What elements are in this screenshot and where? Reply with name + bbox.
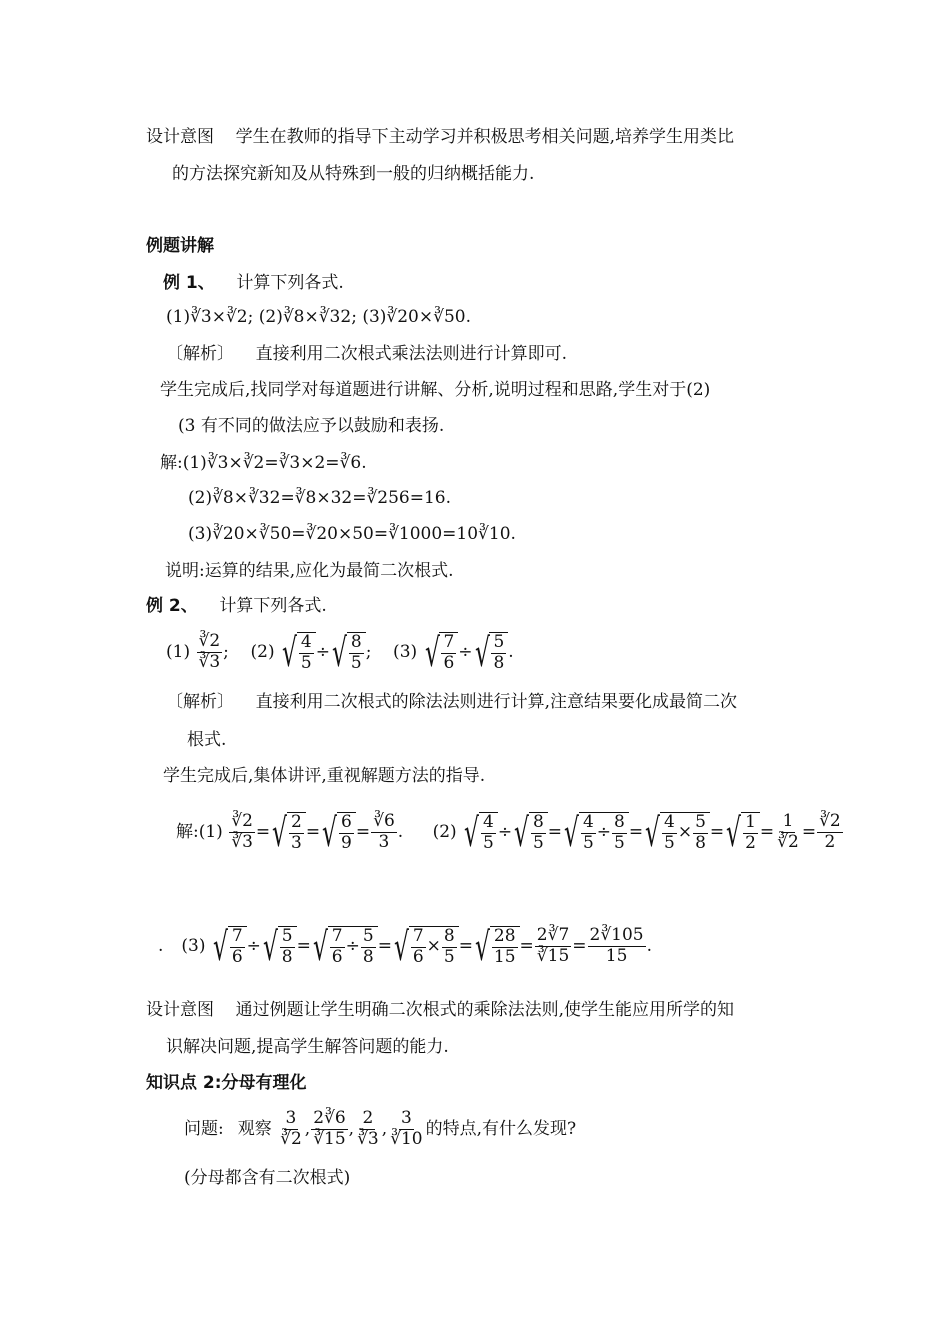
design-intent-1-line2: 的方法探究新知及从特殊到一般的归纳概括能力. (172, 164, 535, 184)
example1-solution2: (2)∛8×∛32=∛8×32=∛256=16. (188, 488, 452, 508)
question-answer: (分母都含有二次根式) (184, 1168, 351, 1188)
design-intent-1-line1: 设计意图 学生在教师的指导下主动学习并积极思考相关问题,培养学生用类比 (146, 127, 735, 147)
example1-heading: 例 1、 计算下列各式. (163, 273, 344, 293)
example1-remark: 说明:运算的结果,应化为最简二次根式. (165, 561, 454, 581)
section-title-examples: 例题讲解 (146, 236, 214, 256)
example1-parts: (1)∛3×∛2; (2)∛8×∛32; (3)∛20×∛50. (166, 307, 471, 327)
design-intent-2-line2: 识解决问题,提高学生解答问题的能力. (166, 1037, 449, 1057)
question-line: 问题: 观察 $\frac{3}{∛2}$ , $\frac{2∛6}{∛15}$ , $\frac{2}{∛3}$ , $\frac{3}{∛10}$ 的特点,有什么发现? (184, 1108, 577, 1149)
example1-note-line2: (3 有不同的做法应予以鼓励和表扬. (178, 416, 445, 436)
example2-heading: 例 2、 计算下列各式. (146, 596, 327, 616)
example2-analysis-line1: 〔解析〕 直接利用二次根式的除法法则进行计算,注意结果要化成最简二次 (166, 692, 738, 712)
example1-solution1: 解:(1)∛3×∛2=∛3×2=∛6. (160, 453, 367, 473)
example2-solution-row2: . (3) √ 7 6 ÷ √ 5 8 = √ $\frac{7}{6}$ ÷ $\frac{5}{8}$ = √ $\frac{7}{6}$ × $\frac{8}{5}$ = √ 28 15 = $\frac{2∛7}{∛15}$ = $\frac{2∛105}{15}$ . (158, 924, 653, 970)
example2-analysis-line2: 根式. (187, 730, 227, 750)
design-intent-label: 设计意图 (146, 127, 214, 147)
design-intent-label: 设计意图 (146, 1000, 214, 1020)
knowledge-point-title: 知识点 2:分母有理化 (146, 1073, 307, 1093)
example2-note: 学生完成后,集体讲评,重视解题方法的指导. (163, 766, 486, 786)
design-intent-2-line1: 设计意图 通过例题让学生明确二次根式的乘除法法则,使学生能应用所学的知 (146, 1000, 735, 1020)
example1-note-line1: 学生完成后,找同学对每道题进行讲解、分析,说明过程和思路,学生对于(2) (160, 380, 711, 400)
example2-solution-row1: 解:(1) $\frac{∛2}{∛3}$ = √ 2 3 = √ 6 9 = $\frac{∛6}{3}$ . (2) √ 4 5 ÷ √ 8 5 = √ $\frac{4}{5}$ ÷ $\frac{8}{5}$ = √ $\frac{4}{5}$ × $\frac{5}{8}$ = √ 1 2 = $\frac{1}{∛2}$ = $\frac{∛2}{2}$ (176, 810, 841, 856)
example1-analysis: 〔解析〕 直接利用二次根式乘法法则进行计算即可. (166, 344, 568, 364)
example2-parts: (1) $\frac{∛2}{∛3}$ ; (2) √ 4 5 ÷ √ 8 5 ; (3) √ 7 6 ÷ √ 5 8 . (166, 630, 514, 676)
example1-solution3: (3)∛20×∛50=∛20×50=∛1000=10∛10. (188, 524, 516, 544)
